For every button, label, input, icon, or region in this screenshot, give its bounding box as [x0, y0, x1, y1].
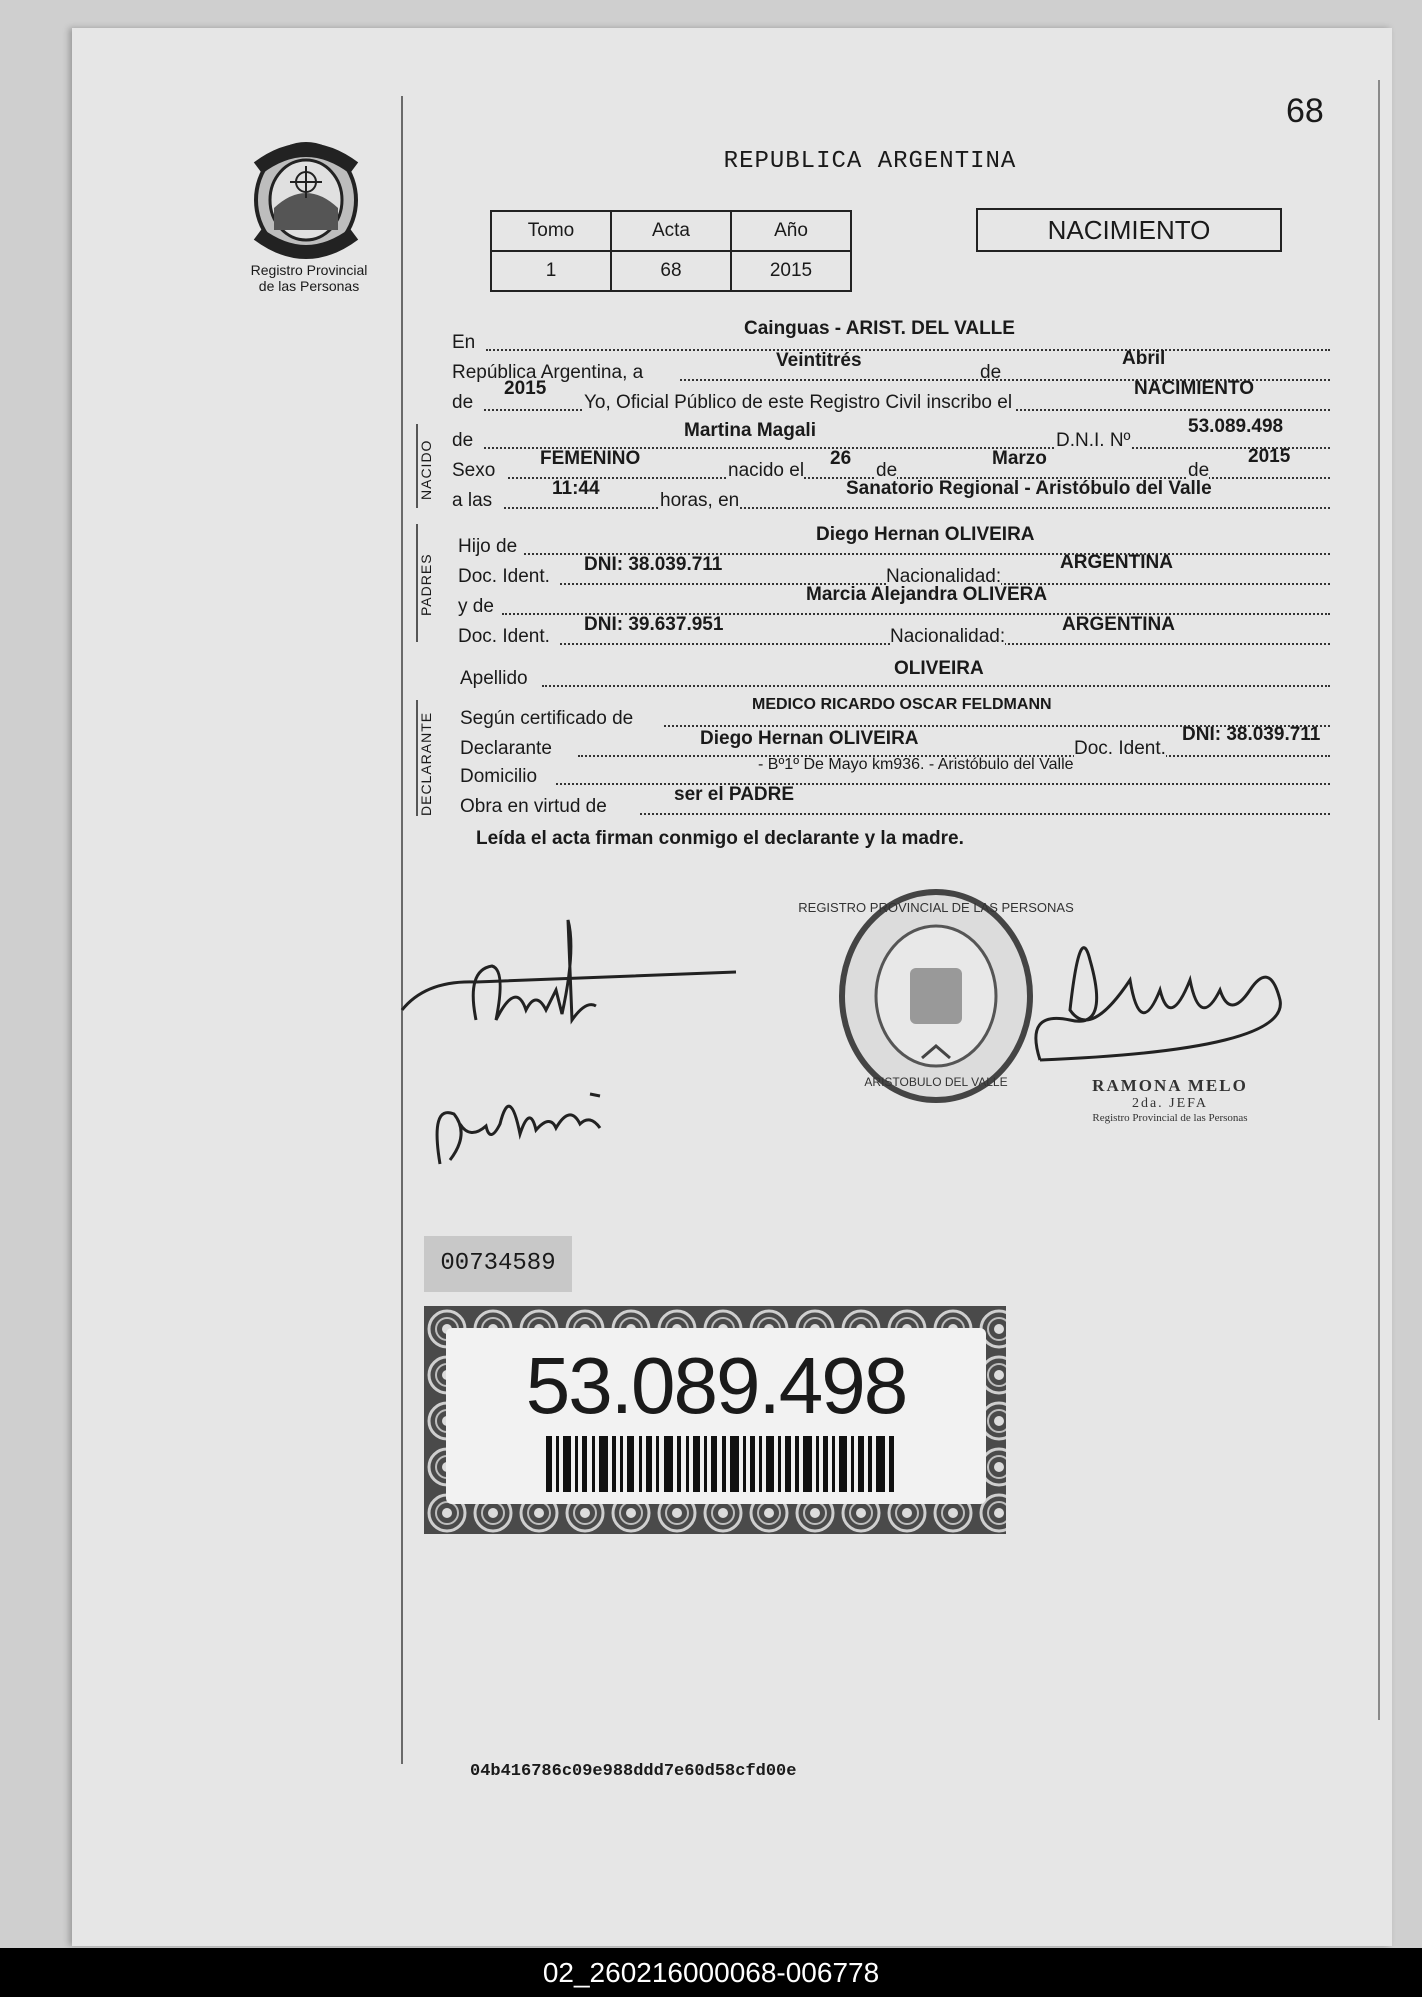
declarante-label: Declarante	[460, 738, 552, 759]
place-line	[450, 318, 1340, 356]
time-label: a las	[452, 490, 493, 511]
born-day: 26	[830, 448, 852, 469]
domicilio-line	[450, 756, 1340, 790]
declarante-doc: DNI: 38.039.711	[1182, 724, 1321, 745]
barcode-icon	[546, 1436, 896, 1492]
header-tomo: Tomo	[491, 211, 611, 251]
nacido-dni-label: D.N.I. Nº	[1056, 430, 1131, 451]
place-label: En	[452, 332, 476, 353]
year-value: 2015	[504, 378, 547, 399]
nacido-section-label: NACIDO	[418, 439, 434, 500]
inscribo-label: Yo, Oficial Público de este Registro Civil inscribo el	[584, 392, 1013, 413]
officer-block	[1040, 1076, 1300, 1124]
born-year: 2015	[1248, 446, 1291, 467]
declarante-doc-label: Doc. Ident.	[1074, 738, 1166, 759]
cert-value: MEDICO RICARDO OSCAR FELDMANN	[752, 696, 1052, 713]
father-doc-label: Doc. Ident.	[458, 566, 550, 587]
mother-name: Marcia Alejandra OLIVERA	[806, 584, 1048, 605]
seal-ring-text: REGISTRO PROVINCIAL DE LAS PERSONAS	[798, 900, 1074, 915]
seal-inner-text: ARISTOBULO DEL VALLE	[864, 1075, 1008, 1089]
time-value: 11:44	[552, 478, 600, 499]
apellido-value: OLIVEIRA	[894, 658, 984, 679]
place-value: Cainguas - ARIST. DEL VALLE	[744, 318, 1015, 339]
mother-nat: ARGENTINA	[1062, 614, 1175, 635]
declarante-section-label: DECLARANTE	[418, 711, 434, 816]
father-doc: DNI: 38.039.711	[584, 554, 723, 575]
father-label: Hijo de	[458, 536, 518, 557]
nacido-dni: 53.089.498	[1188, 416, 1284, 437]
official-seal-icon	[798, 886, 1074, 1106]
footer-code: 02_260216000068-006778	[542, 1957, 880, 1988]
sex-value: FEMENINO	[540, 448, 641, 469]
registry-line-2: de las Personas	[258, 278, 360, 294]
nacido-time-line	[450, 478, 1340, 514]
year-label: de	[452, 392, 474, 413]
closing-statement: Leída el acta firman conmigo el declarante y la madre.	[476, 828, 964, 849]
date-month: Abril	[1122, 348, 1166, 369]
officer-signature	[1030, 920, 1320, 1070]
cert-label: Según certificado de	[460, 708, 634, 729]
inscribo-value: NACIMIENTO	[1134, 378, 1254, 399]
padres-section-label: PADRES	[418, 553, 434, 616]
id-number: 53.089.498	[525, 1341, 907, 1430]
apellido-label: Apellido	[460, 668, 528, 689]
father-nat-label: Nacionalidad:	[886, 566, 1002, 587]
value-ano: 2015	[731, 251, 851, 291]
officer-office: Registro Provincial de las Personas	[1092, 1112, 1248, 1124]
born-label: nacido el	[728, 460, 805, 481]
mother-doc: DNI: 39.637.951	[584, 614, 724, 635]
obra-label: Obra en virtud de	[460, 796, 607, 817]
declarante-name: Diego Hernan OLIVEIRA	[700, 728, 919, 749]
nacido-name-label: de	[452, 430, 474, 451]
domicilio-value: - Bº1º De Mayo km936. - Aristóbulo del Valle	[758, 756, 1074, 773]
date-day: Veintitrés	[776, 350, 862, 371]
mother-doc-line	[450, 614, 1340, 650]
sex-label: Sexo	[452, 460, 496, 481]
born-month: Marzo	[992, 448, 1047, 469]
father-nat: ARGENTINA	[1060, 552, 1173, 573]
officer-role: 2da. JEFA	[1131, 1096, 1209, 1111]
document-hash: 04b416786c09e988ddd7e60d58cfd00e	[470, 1762, 797, 1781]
date-label: República Argentina, a	[452, 362, 644, 383]
year-line	[450, 378, 1340, 416]
mother-doc-label: Doc. Ident.	[458, 626, 550, 647]
page-number: 68	[1286, 92, 1324, 130]
reference-table	[490, 210, 852, 292]
mother-label: y de	[458, 596, 494, 617]
act-type-box: NACIMIENTO	[976, 208, 1282, 252]
province-crest-icon	[248, 138, 364, 258]
father-name: Diego Hernan OLIVEIRA	[816, 524, 1035, 545]
nacido-name: Martina Magali	[684, 420, 816, 441]
mother-signature	[430, 1064, 630, 1174]
footer-code-band	[0, 1948, 1422, 1997]
header-acta: Acta	[611, 211, 731, 251]
value-tomo: 1	[491, 251, 611, 291]
document-title: REPUBLICA ARGENTINA	[723, 148, 1017, 175]
domicilio-label: Domicilio	[460, 766, 538, 787]
date-de-label: de	[980, 362, 1002, 383]
registry-name	[226, 262, 392, 294]
header-ano: Año	[731, 211, 851, 251]
right-margin-rule	[1378, 80, 1380, 1720]
value-acta: 68	[611, 251, 731, 291]
born-year-label: de	[1188, 460, 1210, 481]
registry-line-1: Registro Provincial	[250, 262, 368, 278]
mother-nat-label: Nacionalidad:	[890, 626, 1006, 647]
birth-place: Sanatorio Regional - Aristóbulo del Valle	[846, 478, 1212, 499]
obra-line	[450, 784, 1340, 820]
stamp-number: 00734589	[424, 1236, 572, 1292]
hours-label: horas, en	[660, 490, 740, 511]
apellido-line	[450, 658, 1340, 692]
declarante-signature	[396, 910, 756, 1040]
obra-value: ser el PADRE	[674, 784, 795, 805]
born-de-label: de	[876, 460, 898, 481]
officer-name: RAMONA MELO	[1092, 1076, 1248, 1095]
